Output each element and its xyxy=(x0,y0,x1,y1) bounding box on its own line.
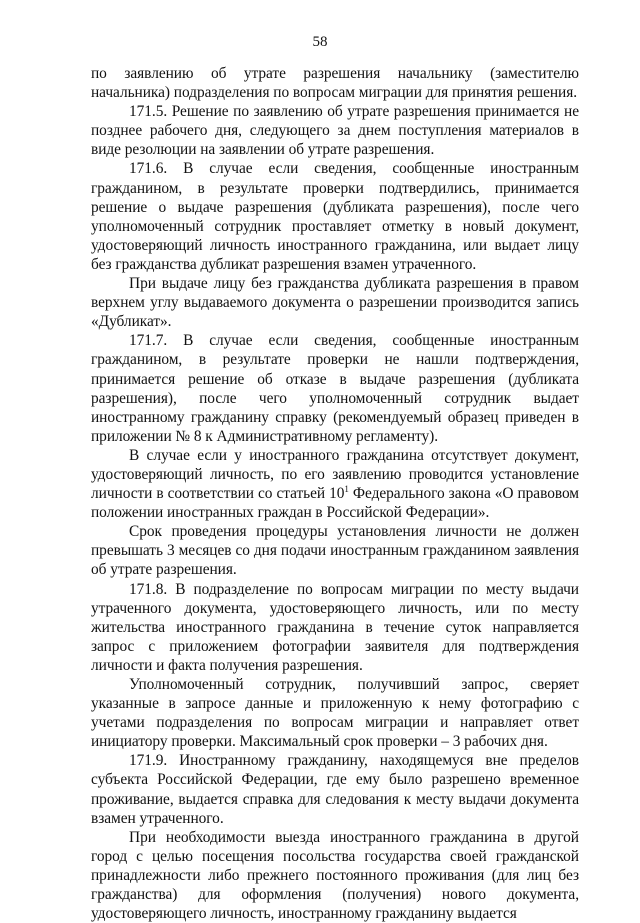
article-superscript: 1 xyxy=(344,483,349,494)
paragraph-continuation: по заявлению об утрате разрешения начальнику (заместителю начальника) подразделения по вопросам миграции для принятия решения. xyxy=(91,65,579,102)
page-number: 58 xyxy=(312,34,328,50)
paragraph-identity-term: Срок проведения процедуры установления личности не должен превышать 3 месяцев со дня подачи иностранным гражданином заявления об утрате разрешения. xyxy=(91,523,579,579)
paragraph-identity-establishment xyxy=(91,446,579,522)
paragraph-travel-certificate: При необходимости выезда иностранного гражданина в другой город с целью посещения посольства государства своей гражданской принадлежности либо прежнего постоянного проживания (для лиц без гражданства) для оформления (получения) нового документа, удостоверяющего личность, иностранному гражданину выдается xyxy=(91,828,579,923)
paragraph-171-5: 171.5. Решение по заявлению об утрате разрешения принимается не позднее рабочего дня, следующего за днем поступления материалов в виде резолюции на заявлении об утрате разрешения. xyxy=(91,103,579,159)
paragraph-text-before: В случае если у иностранного гражданина отсутствует документ, удостоверяющий личность, по его заявлению проводится установление личности в соответствии со статьей 10 xyxy=(91,446,579,503)
paragraph-171-9: 171.9. Иностранному гражданину, находящемуся вне пределов субъекта Российской Федерации, где ему было разрешено временное проживание, выдается справка для следования к месту выдачи документа взамен утраченного. xyxy=(91,752,579,827)
paragraph-171-8: 171.8. В подразделение по вопросам миграции по месту выдачи утраченного документа, удостоверяющего личность, или по месту жительства иностранного гражданина в течение суток направляется запрос с приложением фотографии заявителя для подтверждения личности и факта получения разрешения. xyxy=(91,580,579,674)
paragraph-171-7: 171.7. В случае если сведения, сообщенные иностранным гражданином, в результате проверки не нашли подтверждения, принимается решение об отказе в выдаче разрешения (дубликата разрешения), после чего уполномоченный сотрудник выдает иностранному гражданину справку (рекомендуемый образец приведен в приложении № 8 к Административному регламенту). xyxy=(91,332,579,445)
paragraph-171-6: 171.6. В случае если сведения, сообщенные иностранным гражданином, в результате проверки подтвердились, принимается решение о выдаче разрешения (дубликата разрешения), после чего уполномоченный сотрудник проставляет отметку в новый документ, удостоверяющий личность иностранного гражданина, или выдает лицу без гражданства дубликат разрешения взамен утраченного. xyxy=(91,160,579,273)
paragraph-text-after: Федерального закона «О правовом положении иностранных граждан в Российской Федерации». xyxy=(91,485,580,522)
paragraph-request-check: Уполномоченный сотрудник, получивший запрос, сверяет указанные в запросе данные и приложенную к нему фотографию с учетами подразделения по вопросам миграции и направляет ответ инициатору проверки. Максимальный срок проверки – 3 рабочих дня. xyxy=(91,676,579,751)
document-body xyxy=(91,64,579,923)
paragraph-duplicate-mark: При выдаче лицу без гражданства дубликата разрешения в правом верхнем углу выдаваемого документа о разрешении производится запись «Дубликат». xyxy=(91,275,579,331)
